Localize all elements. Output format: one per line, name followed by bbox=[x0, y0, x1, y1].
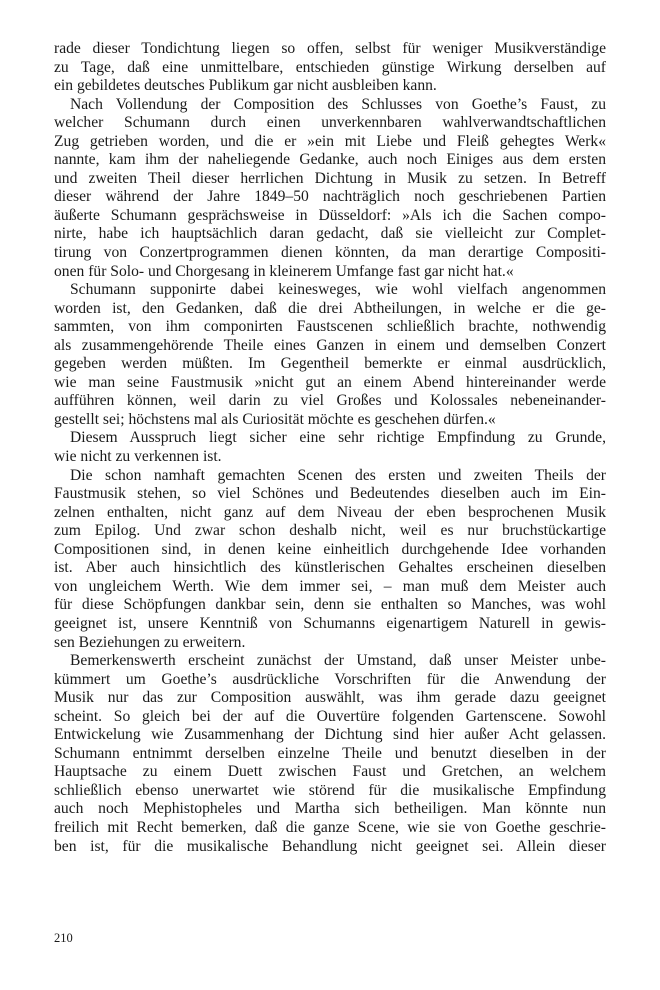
text-line: gestellt sei; höchstens mal als Curiosität möchte es geschehen dürfen.« bbox=[54, 410, 496, 428]
paragraph bbox=[54, 652, 606, 856]
text-line: aufführen können, weil darin zu viel Großes und Kolossales nebeneinander- bbox=[54, 392, 606, 410]
text-line: schließlich ebenso unerwartet wie störend für die musikalische Empfindung bbox=[54, 781, 606, 799]
text-line: scheint. So gleich bei der auf die Ouvertüre folgenden Gartenscene. Sowohl bbox=[54, 707, 606, 725]
text-line: nirte, habe ich hauptsächlich daran gedacht, daß sie vielleicht zur Complet- bbox=[54, 225, 606, 243]
text-line: Zug getrieben worden, und die er »ein mit Liebe und Fleiß gehegtes Werk« bbox=[54, 132, 606, 150]
text-line: Nach Vollendung der Composition des Schlusses von Goethe’s Faust, zu bbox=[70, 95, 606, 113]
text-block bbox=[54, 40, 606, 856]
text-line: freilich mit Recht bemerken, daß die ganze Scene, wie sie von Goethe geschrie- bbox=[54, 818, 606, 836]
text-line: äußerte Schumann gesprächsweise in Düsseldorf: »Als ich die Sachen compo- bbox=[54, 206, 606, 224]
text-line: und zweiten Theil dieser herrlichen Dichtung in Musik zu setzen. In Betreff bbox=[54, 169, 606, 187]
paragraph bbox=[54, 467, 606, 652]
text-line: dieser während der Jahre 1849–50 nachträglich noch geschriebenen Partien bbox=[54, 188, 606, 206]
text-line: zum Epilog. Und zwar schon deshalb nicht, weil es nur bruchstückartige bbox=[54, 522, 606, 540]
text-line: als zusammengehörende Theile eines Ganzen in einem und demselben Conzert bbox=[54, 336, 606, 354]
text-line: Faustmusik stehen, so viel Schönes und Bedeutendes dieselben auch im Ein- bbox=[54, 485, 606, 503]
text-line: wie man seine Faustmusik »nicht gut an einem Abend hintereinander werde bbox=[54, 373, 606, 391]
text-line: ist. Aber auch hinsichtlich des künstlerischen Gehaltes erscheinen dieselben bbox=[54, 559, 606, 577]
text-line: Musik nur das zur Composition auswählt, was ihm gerade dazu geeignet bbox=[54, 689, 606, 707]
text-line: zelnen enthalten, nicht ganz auf dem Niveau der eben besprochenen Musik bbox=[54, 503, 606, 521]
text-line: worden ist, den Gedanken, daß die drei Abtheilungen, in welche er die ge- bbox=[54, 299, 606, 317]
text-line: Bemerkenswerth erscheint zunächst der Umstand, daß unser Meister unbe- bbox=[70, 652, 606, 670]
text-line: Die schon namhaft gemachten Scenen des ersten und zweiten Theils der bbox=[70, 466, 606, 484]
paragraph bbox=[54, 96, 606, 281]
text-line: geeignet ist, unsere Kenntniß von Schumanns eigenartigem Naturell in gewis- bbox=[54, 614, 606, 632]
text-line: Schumann supponirte dabei keinesweges, wie wohl vielfach angenommen bbox=[70, 281, 606, 299]
text-line: welcher Schumann durch einen unverkennbaren wahlverwandtschaftlichen bbox=[54, 114, 606, 132]
text-line: wie nicht zu verkennen ist. bbox=[54, 448, 222, 466]
text-line: onen für Solo- und Chorgesang in kleinerem Umfange fast gar nicht hat.« bbox=[54, 262, 514, 280]
text-line: zu Tage, daß eine unmittelbare, entschieden günstige Wirkung derselben auf bbox=[54, 58, 606, 76]
text-line: nannte, kam ihm der naheliegende Gedanke, auch noch Einiges aus dem ersten bbox=[54, 151, 606, 169]
paragraph bbox=[54, 40, 606, 96]
text-line: Schumann entnimmt derselben einzelne Theile und benutzt dieselben in der bbox=[54, 744, 606, 762]
text-line: für diese Schöpfungen dankbar sein, denn sie enthalten so Manches, was wohl bbox=[54, 596, 606, 614]
paragraph bbox=[54, 429, 606, 466]
text-line: kümmert um Goethe’s ausdrückliche Vorschriften für die Anwendung der bbox=[54, 670, 606, 688]
text-line: tirung von Conzertprogrammen dienen könnten, da man derartige Compositi- bbox=[54, 244, 606, 262]
text-line: gegeben werden müßten. Im Gegentheil bemerkte er einmal ausdrücklich, bbox=[54, 355, 606, 373]
text-line: ben ist, für die musikalische Behandlung nicht geeignet sei. Allein dieser bbox=[54, 837, 606, 855]
text-line: sen Beziehungen zu erweitern. bbox=[54, 633, 246, 651]
text-line: rade dieser Tondichtung liegen so offen, selbst für weniger Musikverständige bbox=[54, 40, 606, 57]
text-line: ein gebildetes deutsches Publikum gar nicht ausbleiben kann. bbox=[54, 77, 437, 95]
text-line: Entwickelung wie Zusammenhang der Dichtung sind hier außer Acht gelassen. bbox=[54, 726, 606, 744]
page-number: 210 bbox=[54, 931, 73, 945]
paragraph bbox=[54, 281, 606, 429]
text-line: Diesem Ausspruch liegt sicher eine sehr richtige Empfindung zu Grunde, bbox=[70, 429, 606, 447]
text-line: auch noch Mephistopheles und Martha sich betheiligen. Man könnte nun bbox=[54, 800, 606, 818]
text-line: von ungleichem Werth. Wie dem immer sei, – man muß dem Meister auch bbox=[54, 577, 606, 595]
text-line: Compositionen sind, in denen keine einheitlich durchgehende Idee vorhanden bbox=[54, 540, 606, 558]
text-line: sammten, von ihm componirten Faustscenen schließlich brachte, nothwendig bbox=[54, 318, 606, 336]
text-line: Hauptsache zu einem Duett zwischen Faust und Gretchen, an welchem bbox=[54, 763, 606, 781]
